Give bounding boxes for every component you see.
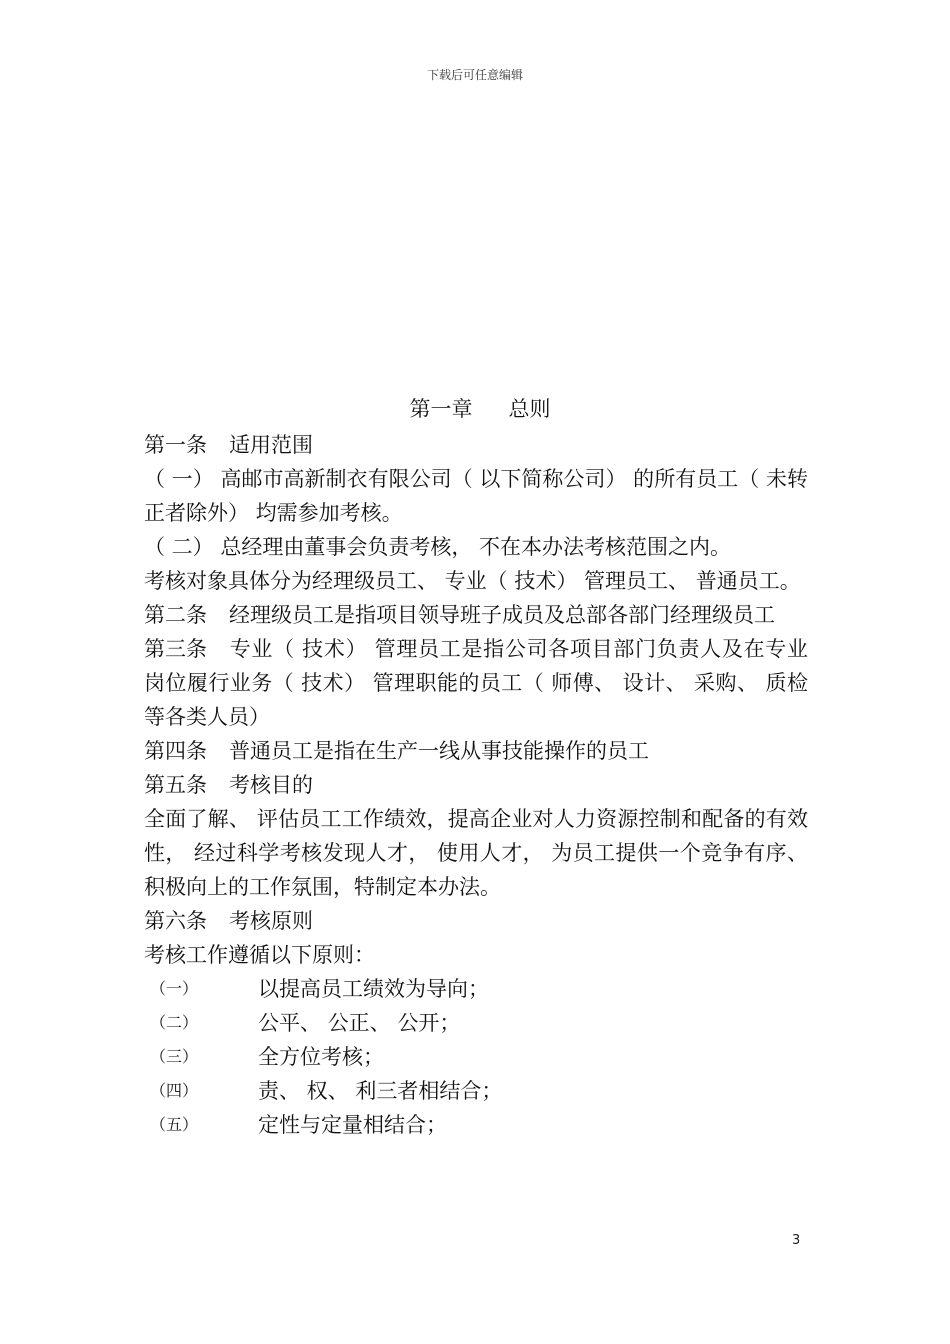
list-marker: （四） <box>150 1081 199 1100</box>
article-1-clause-1: （ 一） 高邮市高新制衣有限公司（ 以下简称公司） 的所有员工（ 未转正者除外） 均需参加考核。 <box>144 467 808 525</box>
list-item-text: 以提高员工绩效为导向； <box>258 977 489 1001</box>
list-item <box>144 972 808 1006</box>
chapter-number: 第一章 <box>409 397 473 421</box>
article-4 <box>144 734 808 768</box>
list-item <box>144 1108 808 1142</box>
list-item <box>144 1006 808 1040</box>
article-title: 考核原则 <box>229 909 313 933</box>
article-1-clause-2: （ 二） 总经理由董事会负责考核， 不在本办法考核范围之内。 <box>144 535 732 559</box>
chapter-name: 总则 <box>508 397 551 421</box>
list-item-text: 公平、 公正、 公开； <box>258 1011 461 1035</box>
list-item-text: 全方位考核； <box>258 1045 384 1069</box>
chapter-title <box>144 392 808 426</box>
list-item <box>144 1074 808 1108</box>
article-6-heading <box>144 904 808 938</box>
article-3 <box>144 632 808 734</box>
list-item <box>144 1040 808 1074</box>
article-number: 第三条 <box>144 637 207 661</box>
article-title: 适用范围 <box>229 433 313 457</box>
article-1-heading <box>144 428 808 462</box>
page-number: 3 <box>792 1233 801 1248</box>
article-number: 第五条 <box>144 773 207 797</box>
article-5-heading <box>144 768 808 802</box>
article-number: 第四条 <box>144 739 207 763</box>
article-1-scope-note: 考核对象具体分为经理级员工、 专业（ 技术） 管理员工、 普通员工。 <box>144 569 801 593</box>
list-marker: （三） <box>150 1047 199 1066</box>
list-item-text: 责、 权、 利三者相结合； <box>258 1079 503 1103</box>
page-header-note: 下载后可任意编辑 <box>426 68 523 82</box>
list-item-text: 定性与定量相结合； <box>258 1113 447 1137</box>
article-5-body: 全面了解、 评估员工工作绩效，提高企业对人力资源控制和配备的有效性， 经过科学考核发现人才， 使用人才， 为员工提供一个竞争有序、 积极向上的工作氛围，特制定本办法。 <box>144 807 808 899</box>
article-number: 第二条 <box>144 603 207 627</box>
article-number: 第一条 <box>144 433 207 457</box>
article-number: 第六条 <box>144 909 207 933</box>
list-marker: （五） <box>150 1115 199 1134</box>
article-2 <box>144 598 808 632</box>
article-title: 考核目的 <box>229 773 313 797</box>
list-marker: （一） <box>150 979 199 998</box>
article-text: 经理级员工是指项目领导班子成员及总部各部门经理级员工 <box>229 603 775 627</box>
article-6-intro: 考核工作遵循以下原则： <box>144 943 375 967</box>
article-text: 专业（ 技术） 管理员工是指公司各项目部门负责人及在专业岗位履行业务（ 技术） 管理职能的员工（ 师傅、 设计、 采购、 质检等各类人员） <box>144 637 808 729</box>
article-text: 普通员工是指在生产一线从事技能操作的员工 <box>229 739 649 763</box>
document-body <box>144 392 808 1142</box>
list-marker: （二） <box>150 1013 199 1032</box>
principles-list <box>144 972 808 1142</box>
